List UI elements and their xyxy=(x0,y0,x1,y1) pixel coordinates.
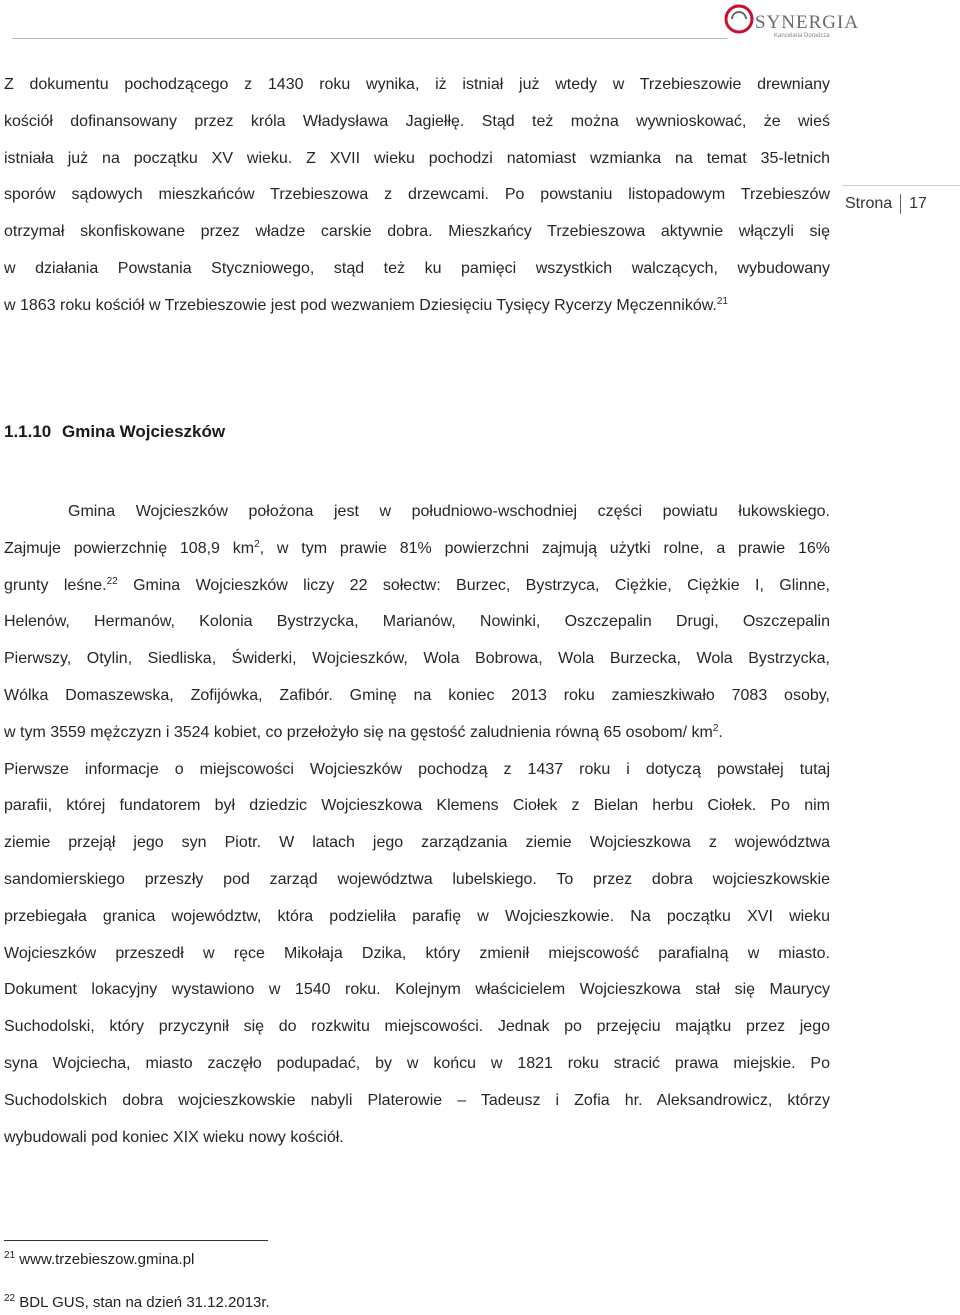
paragraph-line: otrzymał skonfiskowane przez władze carskie dobra. Mieszkańcy Trzebieszowa aktywnie włączyli się xyxy=(4,223,830,241)
paragraph-text: , w tym prawie 81% powierzchni zajmują użytki rolne, a prawie 16% xyxy=(259,539,831,557)
paragraph-line: Wólka Domaszewska, Zofijówka, Zafibór. Gminę na koniec 2013 roku zamieszkiwało 7083 osoby, xyxy=(4,686,830,704)
page-number-value: 17 xyxy=(909,195,927,212)
paragraph-line: przebiegała granica województw, która podzieliła parafię w Wojcieszkowie. Na początku XVI wieku xyxy=(4,907,830,925)
paragraph-line: Wojcieszków przeszedł w ręce Mikołaja Dzika, który zmienił miejscowość parafialną w miasto. xyxy=(4,944,830,962)
paragraph-line: sporów sądowych mieszkańców Trzebieszowa z drzewcami. Po powstaniu listopadowym Trzebieszów xyxy=(4,186,830,204)
paragraph-line: Dokument lokacyjny wystawiono w 1540 roku. Kolejnym właścicielem Wojcieszkowa stał się Maurycy xyxy=(4,981,830,999)
paragraph-line: kościół dofinansowany przez króla Władysława Jagiełłę. Stąd też można wywnioskować, że wieś xyxy=(4,112,830,130)
footnote-number: 21 xyxy=(4,1250,16,1261)
paragraph-last-line xyxy=(4,288,830,325)
paragraph-line: istniała już na początku XV wieku. Z XVII wieku pochodzi natomiast wzmianka na temat 35-letnich xyxy=(4,149,830,167)
page-number xyxy=(845,194,927,214)
paragraph-text: grunty leśne. xyxy=(4,576,107,594)
synergia-logo xyxy=(722,2,890,42)
footnote-text: www.trzebieszow.gmina.pl xyxy=(15,1251,195,1268)
paragraph-line: Pierwszy, Otylin, Siedliska, Świderki, Wojcieszków, Wola Bobrowa, Wola Burzecka, Wola Bystrzycka, xyxy=(4,650,830,668)
paragraph-line: sandomierskiego przeszły pod zarząd województwa lubelskiego. To przez dobra wojcieszkowskie xyxy=(4,870,830,888)
footnote-22 xyxy=(4,1294,270,1311)
footnote-ref-21: 21 xyxy=(716,295,728,307)
header-rule xyxy=(12,38,727,39)
logo-wordmark: SYNERGIA xyxy=(755,12,860,33)
page-header xyxy=(0,0,960,50)
paragraph-line xyxy=(4,531,830,568)
paragraph-line: Pierwsze informacje o miejscowości Wojcieszków pochodzą z 1437 roku i dotyczą powstałej tutaj xyxy=(4,760,830,778)
footnote-ref-22: 22 xyxy=(106,575,118,587)
page-number-separator xyxy=(900,194,901,214)
logo-mark-icon xyxy=(722,2,756,36)
superscript-2: 2 xyxy=(712,722,719,734)
paragraph-line: syna Wojciecha, miasto zaczęło podupadać, by w końcu w 1821 roku stracić prawa miejskie. Po xyxy=(4,1054,830,1072)
paragraph-line: parafii, której fundatorem był dziedzic Wojcieszkowa Klemens Ciołek z Bielan herbu Ciołek. Po nim xyxy=(4,797,830,815)
paragraph-line xyxy=(4,568,830,605)
paragraph-text: w tym 3559 mężczyzn i 3524 kobiet, co przełożyło się na gęstość zaludnienia równą 65 osobom/ km xyxy=(4,723,713,741)
page-number-rule xyxy=(842,185,960,186)
paragraph-text: Zajmuje powierzchnię 108,9 km xyxy=(4,539,255,557)
paragraph-line xyxy=(4,715,830,752)
superscript-2: 2 xyxy=(254,538,260,550)
paragraph-line: w działania Powstania Styczniowego, stąd też ku pamięci wszystkich walczących, wybudowany xyxy=(4,259,830,277)
section-title: Gmina Wojcieszków xyxy=(62,422,226,441)
paragraph-line-text: w 1863 roku kościół w Trzebieszowie jest pod wezwaniem Dziesięciu Tysięcy Rycerzy Męczenników. xyxy=(4,296,717,314)
logo-subtitle: Kancelaria Doradcza xyxy=(774,33,830,39)
footnote-21 xyxy=(4,1251,194,1268)
page-label: Strona xyxy=(845,195,893,212)
paragraph-line: Suchodolski, który przyczynił się do rozkwitu miejscowości. Jednak po przejęciu majątku przez jego xyxy=(4,1018,830,1036)
paragraph-line: Suchodolskich dobra wojcieszkowskie nabyli Platerowie – Tadeusz i Zofia hr. Aleksandrowicz, którzy xyxy=(4,1091,830,1109)
footnote-text: BDL GUS, stan na dzień 31.12.2013r. xyxy=(15,1294,270,1311)
paragraph-line: ziemie przejął jego syn Piotr. W latach jego zarządzania ziemie Wojcieszkowa z województwa xyxy=(4,834,830,852)
paragraph-wojcieszkow xyxy=(4,494,830,1156)
section-number: 1.1.10 xyxy=(4,422,52,441)
paragraph-text: . xyxy=(718,723,723,741)
paragraph-text: Gmina Wojcieszków liczy 22 sołectw: Burzec, Bystrzyca, Ciężkie, Ciężkie I, Glinne, xyxy=(117,576,830,594)
paragraph-line: Gmina Wojcieszków położona jest w południowo-wschodniej części powiatu łukowskiego. xyxy=(68,503,830,520)
footnote-separator xyxy=(4,1240,268,1241)
paragraph-trzebieszow-history xyxy=(4,67,830,325)
paragraph-line: Helenów, Hermanów, Kolonia Bystrzycka, Marianów, Nowinki, Oszczepalin Drugi, Oszczepalin xyxy=(4,613,830,631)
footnote-number: 22 xyxy=(4,1293,16,1304)
section-heading xyxy=(4,422,225,442)
paragraph-line: Z dokumentu pochodzącego z 1430 roku wynika, iż istniał już wtedy w Trzebieszowie drewniany xyxy=(4,76,830,93)
paragraph-last-line: wybudowali pod koniec XIX wieku nowy kościół. xyxy=(4,1128,344,1146)
